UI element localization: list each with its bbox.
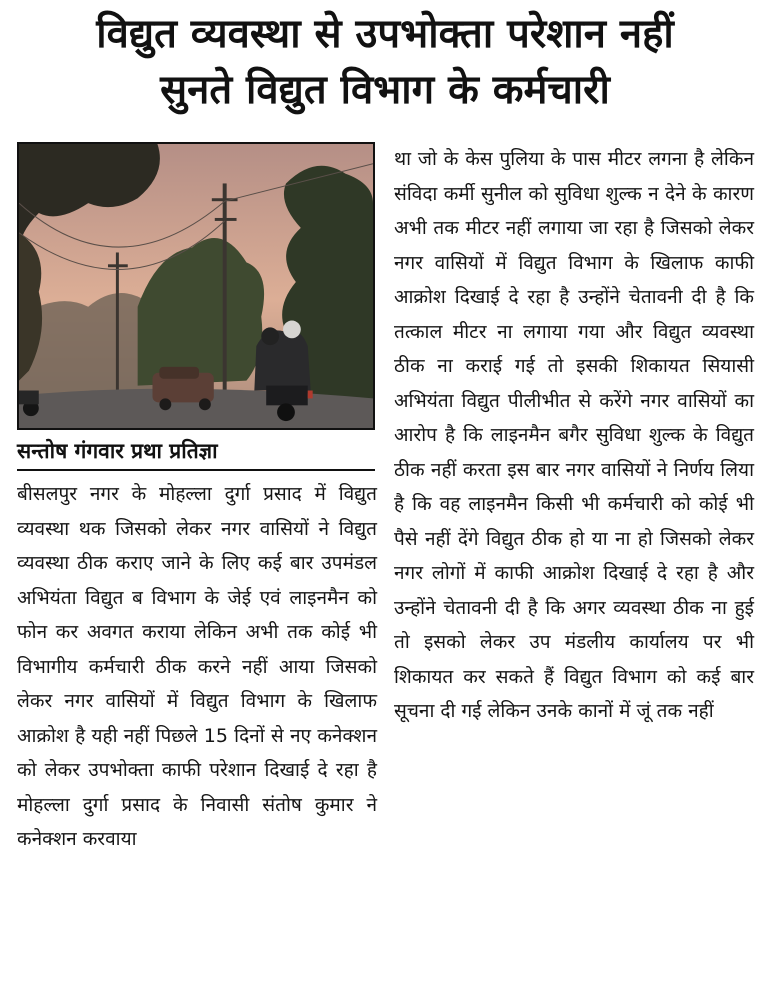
headline-line-1: विद्युत व्यवस्था से उपभोक्ता परेशान नहीं — [96, 11, 674, 57]
headline — [0, 6, 770, 118]
byline: सन्तोष गंगवार प्रथा प्रतिज्ञा — [17, 439, 218, 463]
headline-line-2: सुनते विद्युत विभाग के कर्मचारी — [160, 67, 610, 113]
article-column-right: था जो के केस पुलिया के पास मीटर लगना है लेकिन संविदा कर्मी सुनील को सुविधा शुल्क न देने के कारण अभी तक मीटर नहीं लगाया जा रहा है जिसको लेकर नगर वासियों में विद्युत विभाग के खिलाफ काफी आक्रोश दिखाई दे रहा है उन्होंने चेतावनी दी है कि तत्काल मीटर ना लगाया गया और विद्युत व्यवस्था ठीक ना कराई गई तो इसकी शिकायत सियासी अभियंता विद्युत पीलीभीत से करेंगे नगर वासियों का आरोप है कि लाइनमैन बगैर सुविधा शुल्क के विद्युत ठीक नहीं करता इस बार नगर वासियों ने निर्णय लिया है कि वह लाइनमैन किसी भी कर्मचारी को कोई भी पैसे नहीं देंगे विद्युत ठीक हो या ना हो जिसको लेकर नगर लोगों में काफी आक्रोश दिखाई दे रहा है और उन्होंने चेतावनी दी है कि अगर व्यवस्था ठीक ना हुई तो इसको लेकर उप मंडलीय कार्यालय पर भी शिकायत कर सकते हैं विद्युत विभाग को कई बार सूचना दी गई लेकिन उनके कानों में जूं तक नहीं — [394, 148, 754, 722]
street-scene-photo — [17, 142, 375, 430]
byline-divider — [17, 469, 375, 471]
article-column-left: बीसलपुर नगर के मोहल्ला दुर्गा प्रसाद में विद्युत व्यवस्था थक जिसको लेकर नगर वासियों ने विद्युत व्यवस्था ठीक कराए जाने के लिए कई बार उपमंडल अभियंता विद्युत ब विभाग के जेई एवं लाइनमैन को फोन कर अवगत कराया लेकिन अभी तक कोई भी विभागीय कर्मचारी ठीक करने नहीं आया जिसको लेकर नगर वासियों में विद्युत विभाग के खिलाफ आक्रोश है यही नहीं पिछले 15 दिनों से नए कनेक्शन को लेकर उपभोक्ता काफी परेशान दिखाई दे रहा है मोहल्ला दुर्गा प्रसाद के निवासी संतोष कुमार ने कनेक्शन करवाया — [17, 483, 377, 850]
photo-illustration — [19, 144, 373, 428]
